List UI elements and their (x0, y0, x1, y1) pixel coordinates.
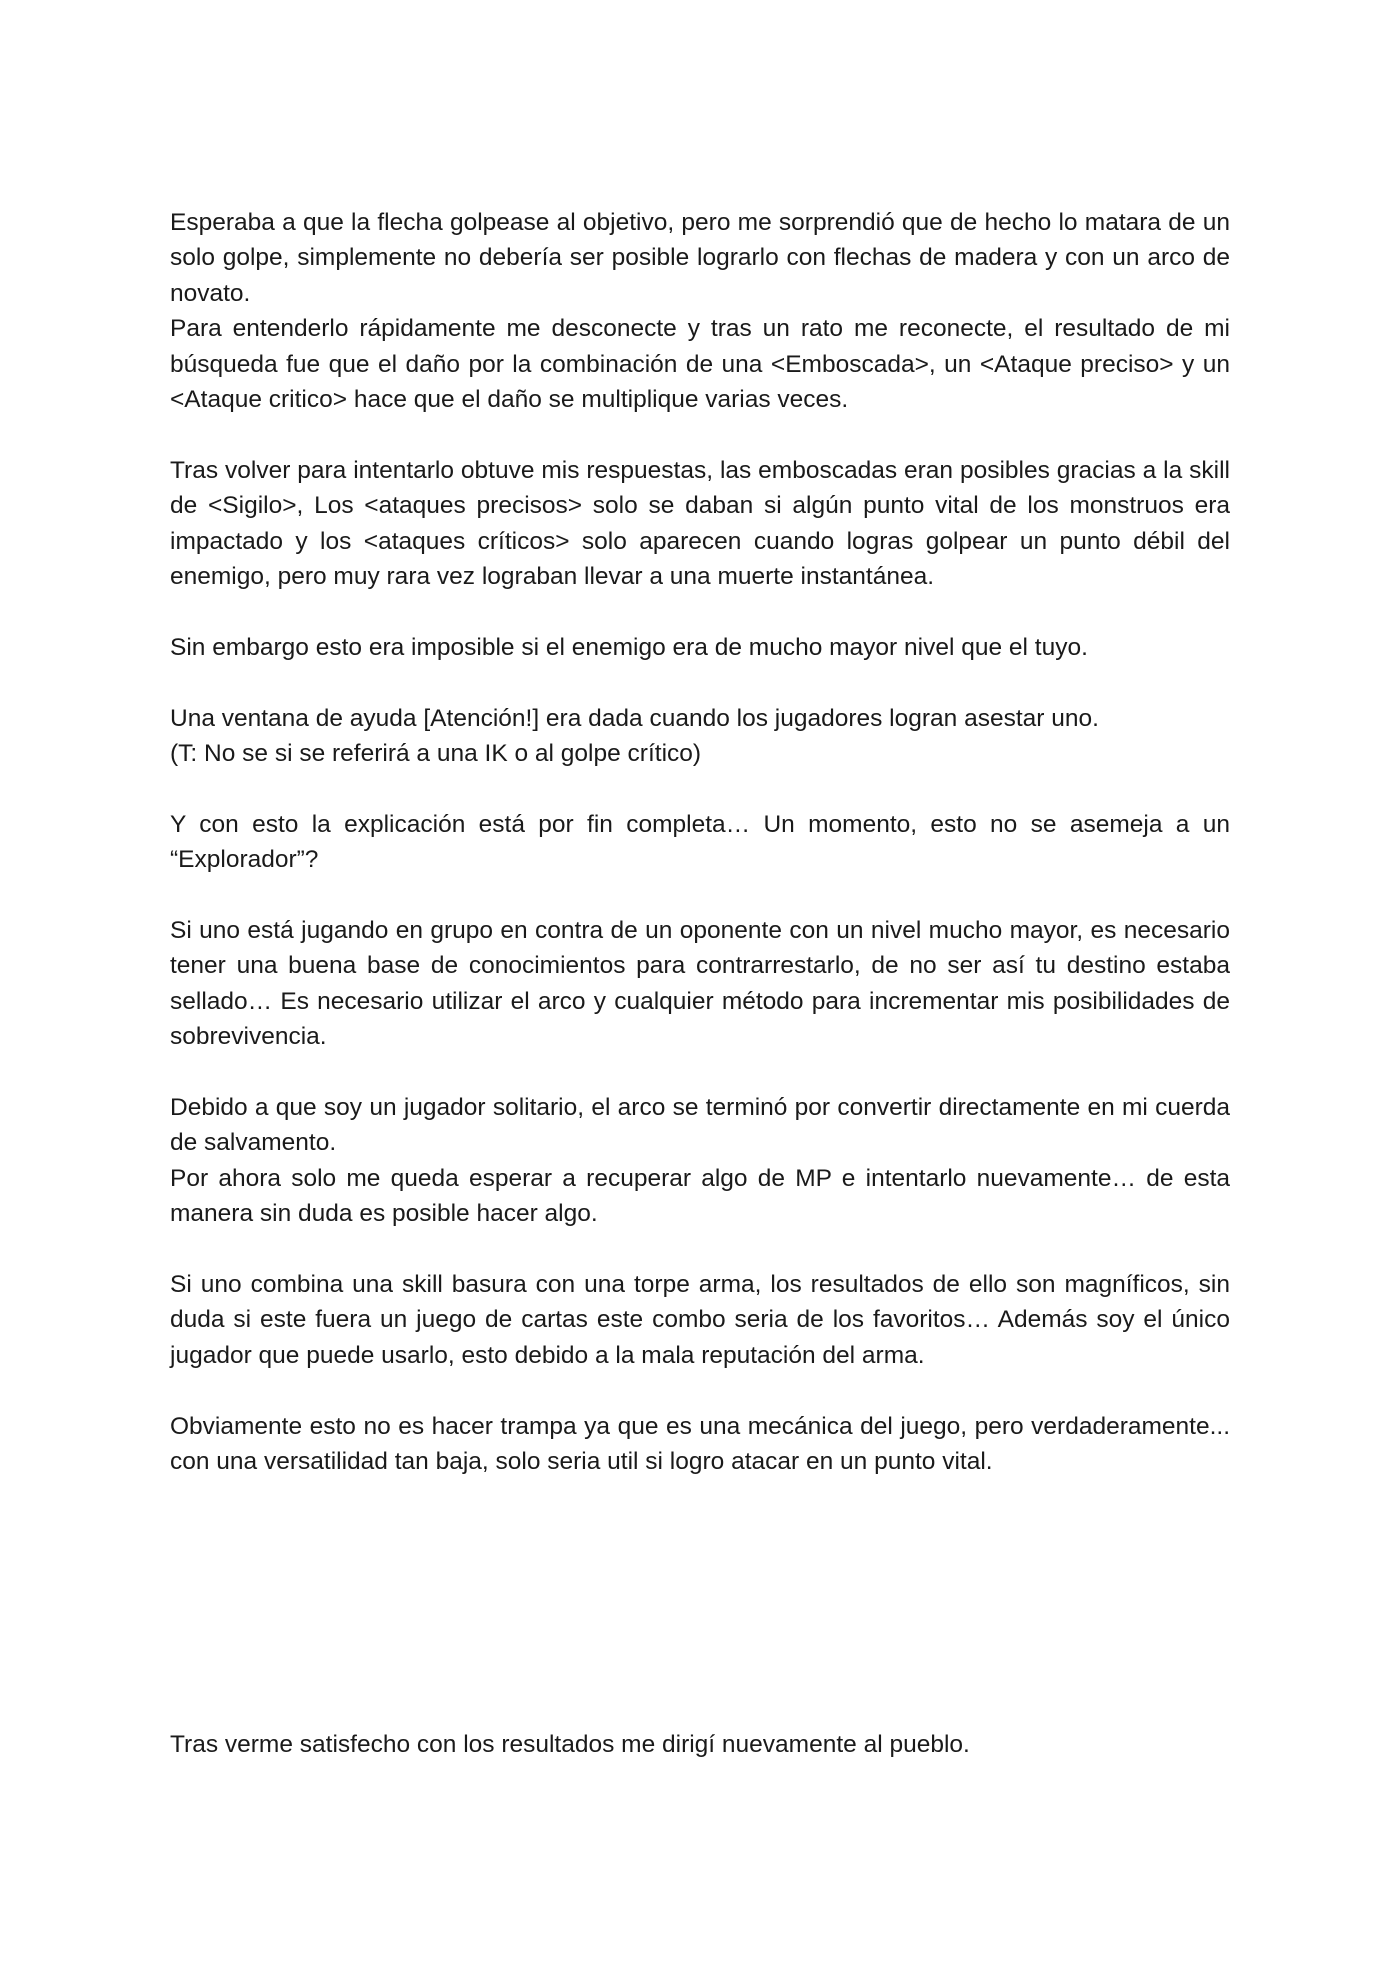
paragraph-line: Debido a que soy un jugador solitario, el arco se terminó por convertir directamente en mi cuerda de salvamento. (170, 1094, 1230, 1157)
paragraph-line: Sin embargo esto era imposible si el enemigo era de mucho mayor nivel que el tuyo. (170, 633, 1088, 661)
paragraph-line: Por ahora solo me queda esperar a recuperar algo de MP e intentarlo nuevamente… de esta manera sin duda es posible hacer algo. (170, 1164, 1230, 1228)
translator-note: (T: No se si se referirá a una IK o al golpe crítico) (170, 740, 702, 768)
paragraph-5 (170, 807, 1230, 878)
paragraph-line: Esperaba a que la flecha golpease al objetivo, pero me sorprendió que de hecho lo matara de un solo golpe, simplemente no debería ser posible lograrlo con flechas de madera y con un arco de novato. (170, 209, 1230, 307)
paragraph-7 (170, 1090, 1230, 1232)
paragraph-line: Si uno combina una skill basura con una torpe arma, los resultados de ello son magníficos, sin duda si este fuera un juego de cartas este combo seria de los favoritos… Además soy el único jugador que puede usarlo, esto debido a la mala reputación del arma. (170, 1271, 1230, 1369)
paragraph-1 (170, 205, 1230, 417)
paragraph-line: Si uno está jugando en grupo en contra de un oponente con un nivel mucho mayor, es necesario tener una buena base de conocimientos para contrarrestarlo, de no ser así tu destino estaba sellado… Es necesario utilizar el arco y cualquier método para incrementar mis posibilidades de sobrevivencia. (170, 917, 1230, 1051)
paragraph-3 (170, 630, 1230, 665)
paragraph-2 (170, 453, 1230, 595)
paragraph-line: Tras volver para intentarlo obtuve mis respuestas, las emboscadas eran posibles gracias a la skill de <Sigilo>, Los <ataques precisos> solo se daban si algún punto vital de los monstruos era impactado y los <ataques críticos> solo aparecen cuando logras golpear un punto débil del enemigo, pero muy rara vez lograban llevar a una muerte instantánea. (170, 456, 1230, 591)
paragraph-line: Una ventana de ayuda [Atención!] era dada cuando los jugadores logran asestar uno. (170, 704, 1099, 732)
paragraph-8 (170, 1267, 1230, 1373)
paragraph-line: Y con esto la explicación está por fin completa… Un momento, esto no se asemeja a un “Explorador”? (170, 810, 1230, 874)
paragraph-6 (170, 913, 1230, 1055)
paragraph-4 (170, 701, 1230, 772)
final-paragraph: Tras verme satisfecho con los resultados me dirigí nuevamente al pueblo. (170, 1731, 970, 1758)
paragraph-9 (170, 1409, 1230, 1480)
paragraph-line: Obviamente esto no es hacer trampa ya que es una mecánica del juego, pero verdaderamente... con una versatilidad tan baja, solo seria util si logro atacar en un punto vital. (170, 1412, 1230, 1476)
paragraph-line: Para entenderlo rápidamente me desconecte y tras un rato me reconecte, el resultado de mi búsqueda fue que el daño por la combinación de una <Emboscada>, un <Ataque preciso> y un <Ataque critico> hace que el daño se multiplique varias veces. (170, 315, 1230, 414)
document-body (170, 205, 1230, 1515)
